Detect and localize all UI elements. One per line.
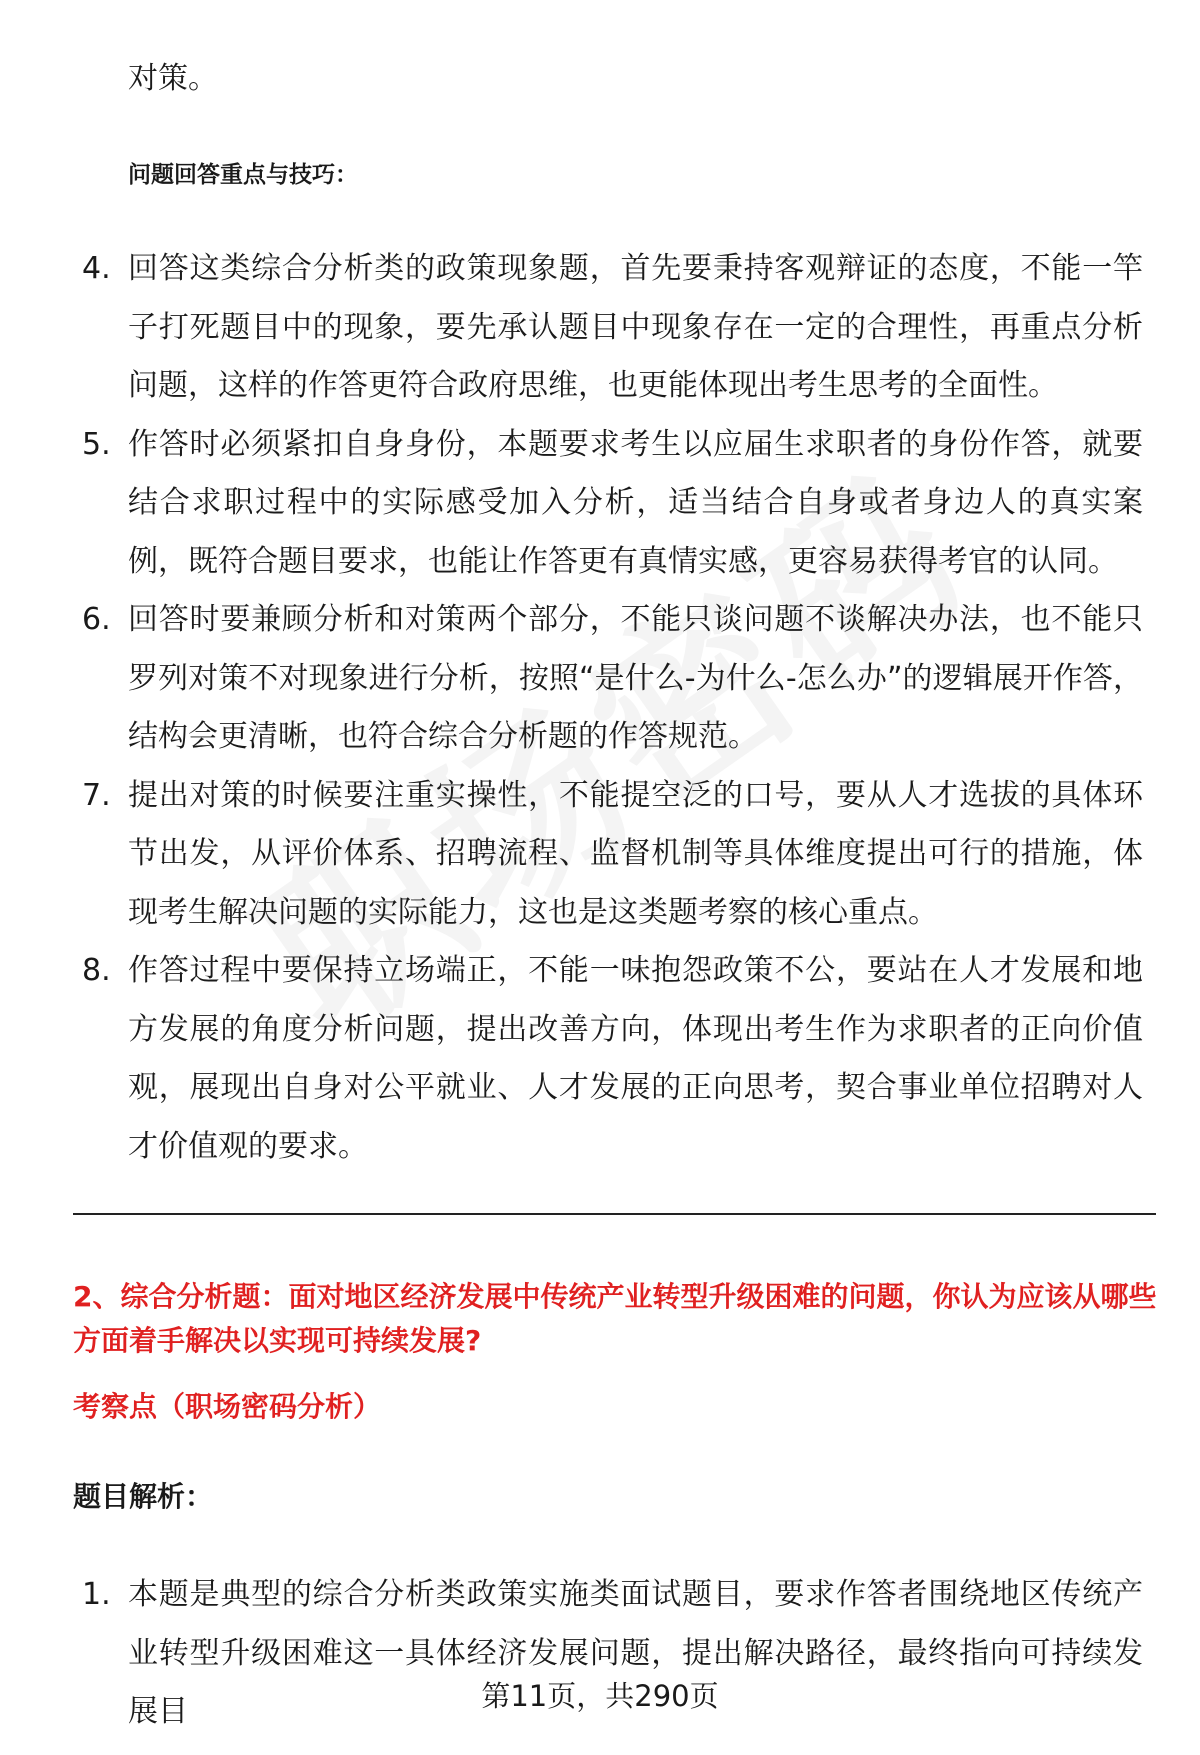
list-item-number: 5. (82, 426, 111, 462)
list-item-text: 作答过程中要保持立场端正，不能一味抱怨政策不公，要站在人才发展和地方发展的角度分析问题，提出改善方向，体现出考生作为求职者的正向价值观，展现出自身对公平就业、人才发展的正向思考，契合事业单位招聘对人才价值观的要求。 (128, 953, 1143, 1164)
list-item-text: 作答时必须紧扣自身身份，本题要求考生以应届生求职者的身份作答，就要结合求职过程中的实际感受加入分析，适当结合自身或者身边人的真实案例，既符合题目要求，也能让作答更有真情实感，更容易获得考官的认同。 (128, 426, 1143, 579)
page-footer: 第11页，共290页 (481, 1679, 719, 1713)
question-title: 2、综合分析题：面对地区经济发展中传统产业转型升级困难的问题，你认为应该从哪些方面着手解决以实现可持续发展? (73, 1280, 1157, 1357)
list-item-number: 8. (82, 953, 111, 988)
list-item-number: 6. (82, 602, 111, 637)
list-item-text: 回答时要兼顾分析和对策两个部分，不能只谈问题不谈解决办法，也不能只罗列对策不对现象进行分析，按照“是什么-为什么-怎么办”的逻辑展开作答，结构会更清晰，也符合综合分析题的作答规范。 (128, 602, 1143, 754)
analysis-heading: 题目解析： (73, 1480, 214, 1513)
list-item-number: 7. (82, 777, 111, 813)
list-item-text: 本题是典型的综合分析类政策实施类面试题目，要求作答者围绕地区传统产业转型升级困难这一具体经济发展问题，提出解决路径，最终指向可持续发展目 (128, 1577, 1143, 1729)
tips-heading: 问题回答重点与技巧： (128, 162, 358, 188)
tips-list (0, 240, 1200, 1176)
list-item-text: 提出对策的时候要注重实操性，不能提空泛的口号，要从人才选拔的具体环节出发，从评价体系、招聘流程、监督机制等具体维度提出可行的措施，体现考生解决问题的实际能力，这也是这类题考察的核心重点。 (128, 777, 1143, 930)
list-item-number: 4. (82, 251, 111, 286)
section-divider (73, 1213, 1156, 1215)
continuation-text: 对策。 (128, 61, 218, 96)
list-item (0, 767, 1143, 943)
list-item-text: 回答这类综合分析类的政策现象题，首先要秉持客观辩证的态度，不能一竿子打死题目中的现象，要先承认题目中现象存在一定的合理性，再重点分析问题，这样的作答更符合政府思维，也更能体现出考生思考的全面性。 (128, 251, 1143, 403)
list-item (0, 942, 1143, 1176)
list-item (0, 591, 1143, 767)
list-item (0, 416, 1143, 592)
list-item-number: 1. (82, 1577, 111, 1612)
list-item (0, 240, 1143, 416)
assessment-heading: 考察点（职场密码分析） (73, 1390, 382, 1423)
